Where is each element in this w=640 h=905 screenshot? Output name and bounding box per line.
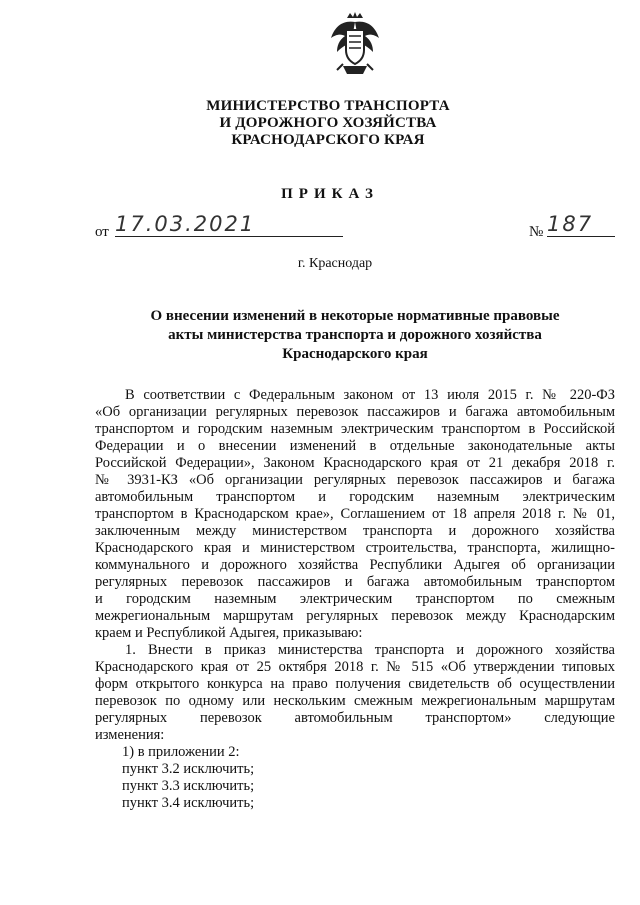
- ministry-name: [0, 98, 640, 149]
- body-line: межрегиональным маршрутам регулярных перевозок между Краснодарским: [95, 608, 615, 624]
- title-line: О внесении изменений в некоторые нормативные правовые: [150, 308, 560, 324]
- body-line: транспортом и городским наземным электрическим транспортом в Российской: [95, 421, 615, 437]
- body-line: коммунального и дорожного хозяйства Республики Адыгея об организации: [95, 557, 615, 573]
- title-line: Краснодарского края: [282, 346, 428, 362]
- body-line: заключенным между министерством транспорта и дорожного хозяйства: [95, 523, 615, 539]
- city: г. Краснодар: [297, 256, 373, 271]
- coat-of-arms-icon: [329, 12, 381, 78]
- body-line: Краснодарского края и министерством строительства, транспорта, жилищно-: [95, 540, 615, 556]
- body-line: «Об организации регулярных перевозок пассажиров и багажа автомобильным: [95, 404, 615, 420]
- body-line: пункт 3.4 исключить;: [122, 795, 255, 811]
- body-line: форм открытого конкурса на право получения свидетельств об осуществлении: [95, 676, 615, 692]
- body-line: регулярных перевозок автомобильным транспортом» следующие: [95, 710, 615, 726]
- body-line: пункт 3.3 исключить;: [122, 778, 255, 794]
- body-line: Российской Федерации», Законом Краснодарского края от 21 декабря 2018 г.: [95, 455, 615, 471]
- ministry-line: МИНИСТЕРСТВО ТРАНСПОРТА: [206, 98, 450, 114]
- body-line: транспортом в Краснодарском крае», Соглашением от 18 апреля 2018 г. № 01,: [95, 506, 615, 522]
- date-number-row: [95, 212, 615, 242]
- order-heading: ПРИКАЗ: [281, 186, 379, 202]
- ministry-line: КРАСНОДАРСКОГО КРАЯ: [231, 132, 425, 148]
- body-line: автомобильным транспортом и городским наземным электрическим: [95, 489, 615, 505]
- order-date: 17.03.2021: [115, 212, 343, 237]
- ministry-line: И ДОРОЖНОГО ХОЗЯЙСТВА: [219, 115, 437, 131]
- body-line: краем и Республикой Адыгея, приказываю:: [95, 625, 363, 641]
- body-line: пункт 3.2 исключить;: [122, 761, 255, 777]
- body-line: В соответствии с Федеральным законом от 13 июля 2015 г. № 220-ФЗ: [125, 387, 615, 403]
- date-prefix: от: [95, 224, 109, 240]
- body-line: 1) в приложении 2:: [122, 744, 240, 760]
- body-line: Федерации и о внесении изменений в отдельные законодательные акты: [95, 438, 615, 454]
- title-line: акты министерства транспорта и дорожного хозяйства: [168, 327, 542, 343]
- body-line: Краснодарского края от 25 октября 2018 г. № 515 «Об утверждении типовых: [95, 659, 615, 675]
- body-line: № 3931-КЗ «Об организации регулярных перевозок пассажиров и багажа: [95, 472, 615, 488]
- document-body: [95, 387, 615, 812]
- order-number: 187: [547, 212, 615, 237]
- body-line: изменения:: [95, 727, 165, 743]
- body-line: и городским наземным электрическим транспортом по смежным: [95, 591, 615, 607]
- body-line: 1. Внести в приказ министерства транспорта и дорожного хозяйства: [125, 642, 615, 658]
- document-title: [95, 307, 615, 364]
- number-prefix: №: [529, 224, 544, 240]
- body-line: перевозок по одному или нескольким смежным межрегиональным маршрутам: [95, 693, 615, 709]
- body-line: регулярных перевозок пассажиров и багажа автомобильным транспортом: [95, 574, 615, 590]
